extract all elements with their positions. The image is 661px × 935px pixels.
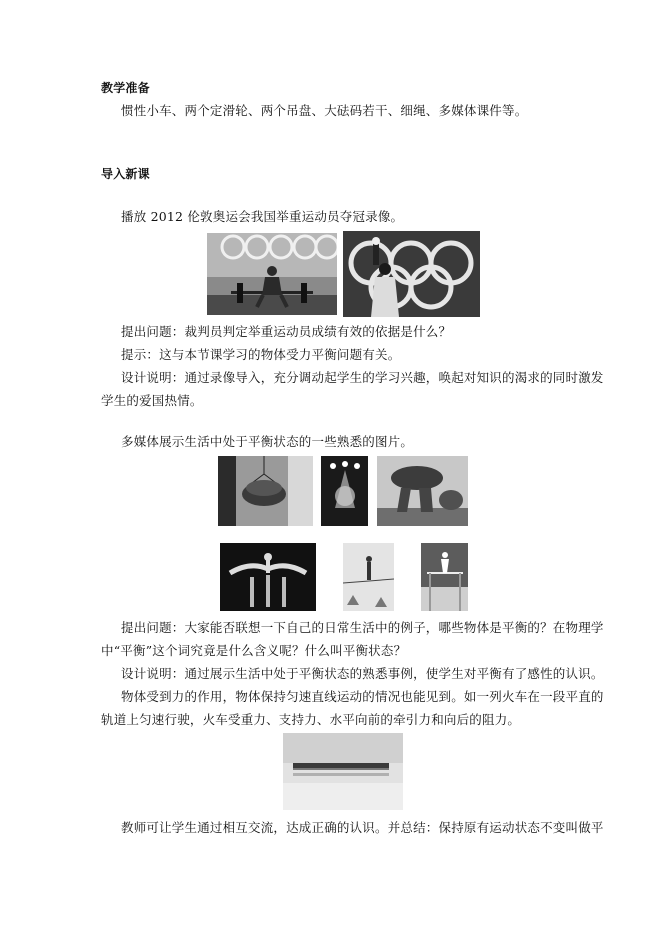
paragraph-summary: 教师可让学生通过相互交流，达成正确的认识。并总结：保持原有运动状态不变叫做平 — [121, 820, 604, 835]
paragraph-multimedia: 多媒体展示生活中处于平衡状态的一些熟悉的图片。 — [121, 434, 414, 449]
train-photo — [283, 733, 403, 810]
section-heading-preparation: 教学准备 — [101, 81, 150, 95]
paragraph-design-note-2: 设计说明：通过展示生活中处于平衡状态的熟悉事例，使学生对平衡有了感性的认识。 — [121, 666, 604, 681]
balanced-rock-photo — [377, 456, 468, 526]
paragraph-train-b: 轨道上匀速行驶，火车受重力、支持力、水平向前的牵引力和向后的阻力。 — [101, 712, 521, 727]
chandelier-photo — [321, 456, 368, 526]
weightlifting-photo-1 — [207, 233, 337, 315]
gymnastics-photo — [421, 543, 468, 611]
weightlifting-photo-2 — [343, 231, 480, 317]
tightrope-photo — [343, 543, 394, 611]
paragraph-design-note-1a: 设计说明：通过录像导入，充分调动起学生的学习兴趣，唤起对知识的渴求的同时激发 — [121, 370, 604, 385]
acrobatics-photo — [220, 543, 316, 611]
paragraph-video: 播放 2012 伦敦奥运会我国举重运动员夺冠录像。 — [121, 209, 404, 224]
paragraph-train-a: 物体受到力的作用，物体保持匀速直线运动的情况也能见到。如一列火车在一段平直的 — [121, 689, 604, 704]
preparation-text: 惯性小车、两个定滑轮、两个吊盘、大砝码若干、细绳、多媒体课件等。 — [121, 103, 528, 118]
paragraph-question-2a: 提出问题：大家能否联想一下自己的日常生活中的例子，哪些物体是平衡的？在物理学 — [121, 620, 604, 635]
paragraph-question-2b: 中“平衡”这个词究竟是什么含义呢？什么叫平衡状态？ — [101, 643, 407, 658]
paragraph-question-1: 提出问题：裁判员判定举重运动员成绩有效的依据是什么？ — [121, 324, 452, 339]
paragraph-design-note-1b: 学生的爱国热情。 — [101, 393, 203, 408]
hanging-basket-photo — [218, 456, 313, 526]
paragraph-hint: 提示：这与本节课学习的物体受力平衡问题有关。 — [121, 347, 401, 362]
section-heading-introduction: 导入新课 — [101, 167, 150, 181]
